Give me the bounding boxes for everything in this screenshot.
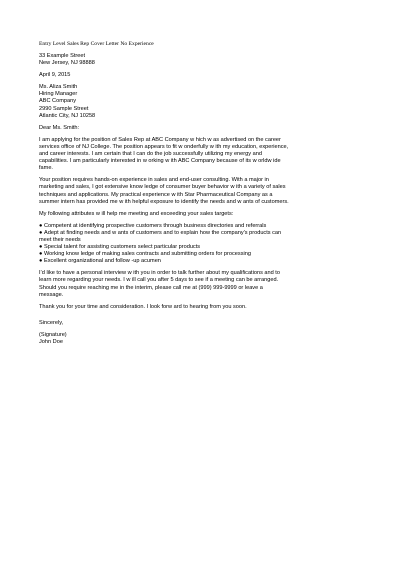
list-item-text: Excellent organizational and follow -up acumen — [44, 258, 161, 265]
paragraph-line: services office of NJ College. The position appears to fit w onderfully w ith my education, experience, — [39, 143, 289, 150]
list-item-text: Special talent for assisting customers select particular products — [44, 244, 201, 251]
paragraph-interview — [39, 270, 369, 298]
list-item — [39, 251, 369, 258]
list-item-continuation: meet their needs — [39, 236, 81, 243]
sender-city: New Jersey, NJ 98888 — [39, 60, 95, 67]
list-item — [39, 244, 369, 251]
paragraph-line: and career interests. I am certain that I can do the job successfully utilizing my energy and — [39, 151, 262, 158]
paragraph-intro — [39, 137, 369, 172]
recipient-street: 2990 Sample Street — [39, 105, 89, 112]
closing: Sincerely, — [39, 319, 64, 326]
sender-street: 33 Example Street — [39, 53, 86, 59]
paragraph-line: Should you require reaching me in the interim, please call me at (999) 999-9999 or leave a — [39, 284, 263, 291]
recipient-city: Atlantic City, NJ 10258 — [39, 112, 96, 119]
bullet-icon: ● — [39, 251, 43, 258]
paragraph-line: I am applying for the position of Sales Rep at ABC Company w hich w as advertised on the career — [39, 136, 281, 143]
paragraph-line: I’d like to have a personal interview w ith you in order to talk further about my qualifications and to — [39, 270, 280, 277]
paragraph-experience — [39, 177, 369, 205]
attribute-list — [39, 223, 369, 266]
bullet-icon: ● — [39, 229, 43, 236]
recipient-company: ABC Company — [39, 98, 76, 105]
document-title: Entry Level Sales Rep Cover Letter No Experience — [39, 41, 154, 47]
recipient-block — [39, 84, 369, 119]
list-item-text: Adept at finding needs and w ants of customers and to explain how the company’s products can — [44, 229, 282, 236]
recipient-role: Hiring Manager — [39, 91, 78, 98]
list-item — [39, 230, 369, 237]
list-item — [39, 223, 369, 230]
paragraph-line: summer intern has provided me w ith helpful exposure to identify the needs and w ants of customers. — [39, 198, 289, 205]
paragraph-line: capabilities. I am particularly interested in w orking w ith ABC Company because of its w orldw ide — [39, 158, 281, 165]
paragraph-line: learn more regarding your needs. I w ill call you after 5 days to see if a meeting can be arranged. — [39, 277, 279, 284]
list-item — [39, 258, 369, 265]
letter-date: April 9, 2015 — [39, 72, 71, 79]
list-item-text: Working know ledge of making sales contracts and submitting orders for processing — [44, 251, 251, 258]
paragraph-attributes-intro: My following attributes w ill help me meeting and exceeding your sales targets: — [39, 210, 234, 217]
paragraph-line: Your position requires hands-on experience in sales and end-user consulting. With a major in — [39, 177, 269, 184]
salutation: Dear Ms. Smith: — [39, 124, 80, 131]
signature-placeholder: (Signature) — [39, 331, 67, 338]
cover-letter-page — [39, 41, 369, 346]
bullet-icon: ● — [39, 244, 43, 251]
recipient-name: Ms. Aliza Smith — [39, 84, 78, 91]
paragraph-line: techniques and applications. My practical experience w ith Star Pharmaceutical Company as a — [39, 191, 273, 198]
signer-name: John Doe — [39, 339, 63, 345]
paragraph-thanks: Thank you for your time and consideration. I look forw ard to hearing from you soon. — [39, 303, 247, 310]
paragraph-line: message. — [39, 291, 64, 298]
paragraph-line: fame. — [39, 165, 53, 172]
bullet-icon: ● — [39, 258, 43, 265]
paragraph-line: marketing and sales, I got extensive know ledge of consumer buyer behavior w ith a variety of sales — [39, 184, 286, 191]
list-item-text: Competent at identifying prospective customers through business directories and referrals — [44, 222, 267, 229]
bullet-icon: ● — [39, 222, 43, 229]
